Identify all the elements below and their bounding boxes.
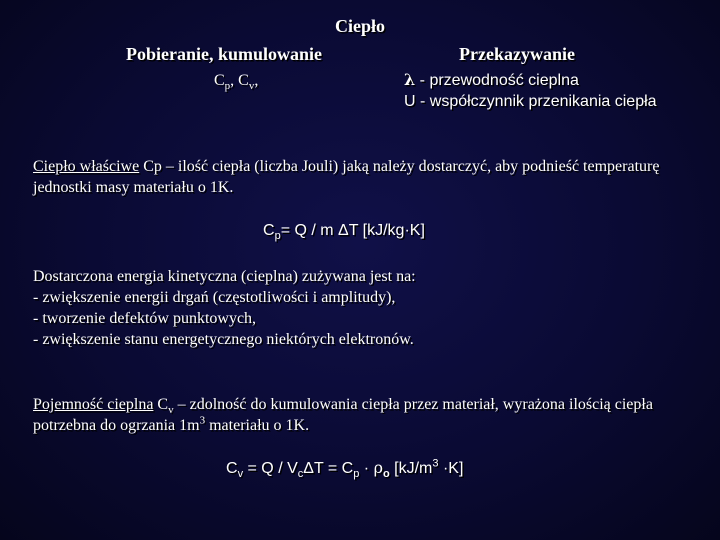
list-item: - zwiększenie energii drgań (częstotliwości i amplitudy), xyxy=(33,289,396,306)
slide-title: Ciepło xyxy=(334,16,386,36)
formula-cv-vsub: c xyxy=(297,468,304,481)
formula-cv-unit-a: [kJ/m xyxy=(389,460,433,477)
cv-subscript: v xyxy=(248,80,255,93)
specific-heat-symbol: Cp xyxy=(139,158,162,175)
left-heading: Pobieranie, kumulowanie xyxy=(126,44,323,64)
formula-cv-rho: ρ xyxy=(373,458,383,477)
formula-cv xyxy=(226,457,464,481)
heat-capacity-symbol: C xyxy=(153,396,169,413)
formula-cv-unit-b: ·K] xyxy=(438,460,464,477)
heat-capacity-subscript: v xyxy=(168,404,174,417)
formula-cv-part1: = Q / V xyxy=(243,460,298,477)
heat-capacity-definition-b: materiału o 1K. xyxy=(205,417,310,434)
formula-cv-rhosub: o xyxy=(382,468,390,481)
cp-letter: C xyxy=(214,72,225,89)
formula-cv-cpsub: p xyxy=(353,468,360,481)
heat-capacity-definition-a: – zdolność do kumulowania ciepła przez materiał, wyrażona ilością ciepła potrzebna do ogrzania 1m xyxy=(33,396,653,434)
formula-cp-body: = Q / m xyxy=(280,222,339,239)
kinetic-intro: Dostarczona energia kinetyczna (cieplna) zużywana jest na: xyxy=(33,268,416,285)
formula-cp-c: C xyxy=(263,222,275,239)
formula-cv-part2: T = C xyxy=(313,460,354,477)
lambda-text: - przewodność cieplna xyxy=(415,72,579,89)
cp-subscript: p xyxy=(224,80,231,93)
formula-cv-sub: v xyxy=(237,468,244,481)
specific-heat-definition: – ilość ciepła (liczba Jouli) jaką należy dostarczyć, aby podnieść temperaturę jednostki masy materiału o 1K. xyxy=(33,158,660,196)
left-symbols xyxy=(214,72,259,93)
formula-cv-c: C xyxy=(226,460,238,477)
formula-cv-dot: · xyxy=(359,460,374,477)
list-item: - zwiększenie stanu energetycznego niektórych elektronów. xyxy=(33,331,414,348)
formula-cv-delta: Δ xyxy=(303,460,314,477)
formula-cp-tail: T [kJ/kg·K] xyxy=(348,222,425,239)
lambda-symbol: λ xyxy=(404,70,416,89)
heat-capacity-paragraph xyxy=(33,394,673,436)
list-item: - tworzenie defektów punktowych, xyxy=(33,310,257,327)
u-line: U - współczynnik przenikania ciepła xyxy=(404,93,657,110)
formula-cp-delta: Δ xyxy=(338,222,349,239)
right-heading: Przekazywanie xyxy=(459,44,575,64)
kinetic-energy-block xyxy=(33,266,673,350)
heat-capacity-term: Pojemność cieplna xyxy=(33,396,154,413)
specific-heat-paragraph xyxy=(33,156,673,198)
heat-capacity-superscript: 3 xyxy=(199,414,206,427)
specific-heat-term: Ciepło właściwe xyxy=(33,158,140,175)
formula-cp-sub: p xyxy=(274,230,281,243)
formula-cv-unit-sup: 3 xyxy=(432,457,439,470)
lambda-line xyxy=(404,70,579,90)
formula-cp xyxy=(263,222,425,243)
separator-cv: , C xyxy=(230,72,249,89)
left-tail: , xyxy=(254,72,259,89)
